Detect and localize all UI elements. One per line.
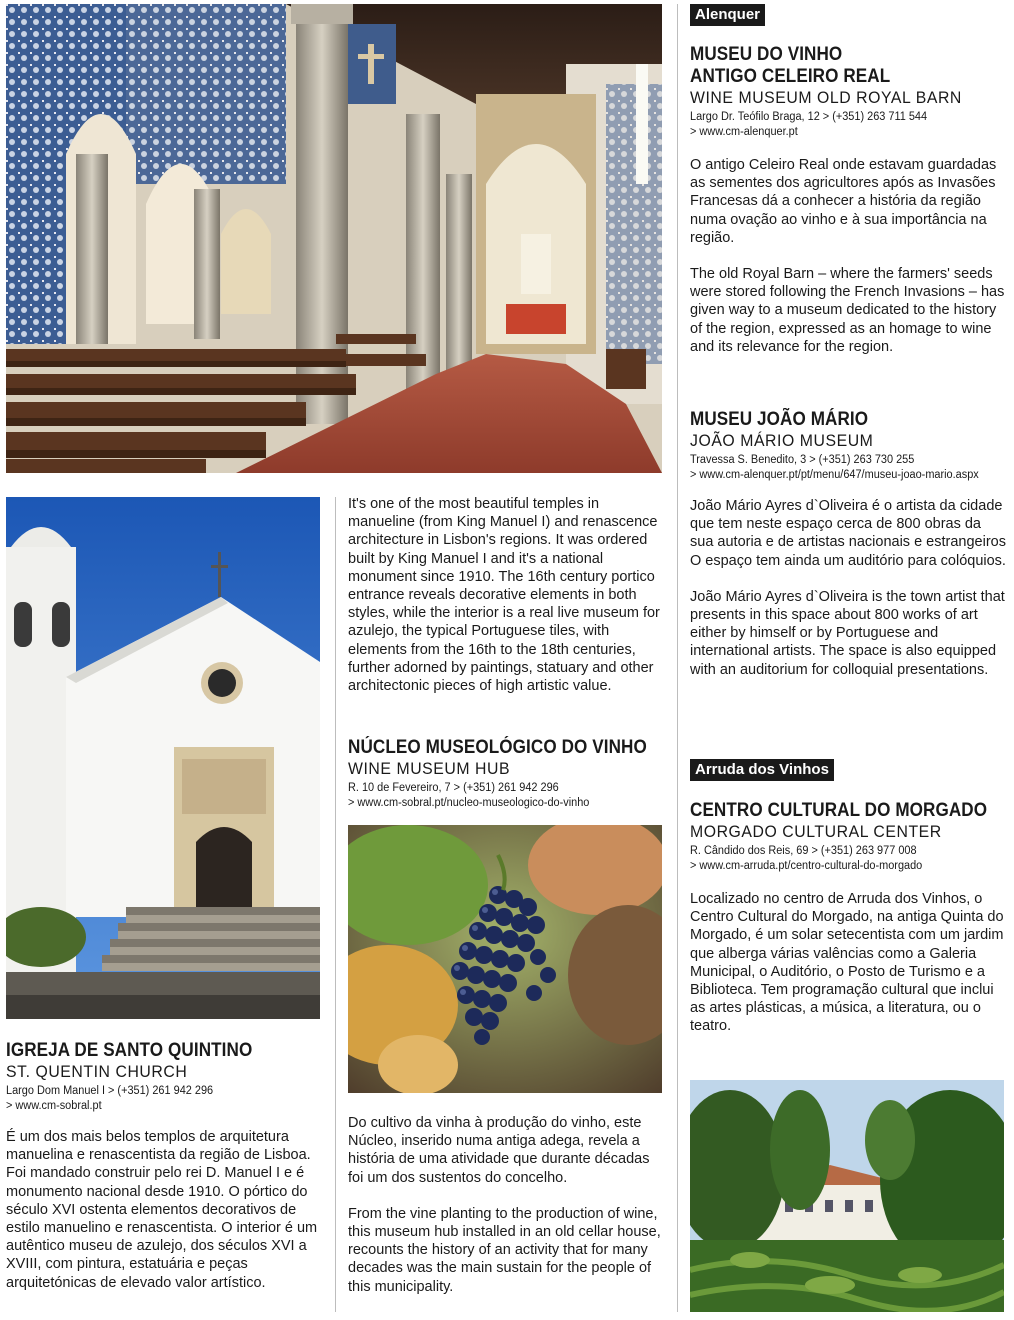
nucleo-entry [348,737,664,811]
church-exterior-photo [6,497,320,1019]
entry-title: NÚCLEO MUSEOLÓGICO DO VINHO [348,737,647,758]
entry-url[interactable]: > www.cm-alenquer.pt/pt/menu/647/museu-joao-mario.aspx [690,469,979,481]
museu-vinho-entry [690,44,1006,374]
entry-subtitle: MORGADO CULTURAL CENTER [690,822,942,841]
entry-text-pt: É um dos mais belos templos de arquitetura manuelina e renascentista da região de Lisboa. Foi mandado construir pelo rei D. Manuel I e é monumento nacional desde 1910. O pórtico do século XVI ostenta elementos decorativos de estilo manuelino e renascentista. O interior é um autêntico museu de azulejo, dos séculos XVI a XVIII, com pintura, estatuária e peças arquitetónicas de elevado valor artístico. [6,1129,318,1291]
entry-address: Travessa S. Benedito, 3 > (+351) 263 730 255 [690,454,915,466]
entry-text-en: João Mário Ayres d`Oliveira is the town artist that presents in this space about 800 works of art either by himself or by Portuguese and international artists. The space is also equipped with an auditorium for colloquial presentations. [690,588,1005,678]
entry-address: R. Cândido dos Reis, 69 > (+351) 263 977 008 [690,845,917,857]
nucleo-text-en: From the vine planting to the production of wine, this museum hub installed in an old cellar house, recounts the history of an activity that for many decades was the main sustain for the people of this municipality. [348,1205,661,1295]
igreja-text-en: It's one of the most beautiful temples in manueline (from King Manuel I) and renascence architecture in Lisbon's regions. It was ordered built by King Manuel I and it's a national monument since 1910. The 16th century portico entrance reveals decorative elements in both styles, while the interior is a real live museum for azulejo, the typical Portuguese tiles, with elements from the 16th to the 18th centuries, further adorned by paintings, statuary and other architectonic pieces of high artistic value. [348,496,660,695]
entry-text-en: The old Royal Barn – where the farmers' seeds were stored following the French Invasions – has given way to a museum dedicated to the history of the region, expressed as an homage to wine and its relevance for the region. [690,266,1005,355]
entry-text-pt: Localizado no centro de Arruda dos Vinhos, o Centro Cultural do Morgado, na antiga Quinta do Morgado, é um solar setecentista com um jardim que alberga várias valências como a Galeria Municipal, o Auditório, o Posto de Turismo e a Biblioteca. Tem programação cultural que inclui as artes plásticas, a música, a literatura, ou o teatro. [690,891,1004,1035]
section-tag-arruda: Arruda dos Vinhos [690,759,834,781]
column-divider [677,4,678,1312]
nucleo-text-pt: Do cultivo da vinha à produção do vinho, este Núcleo, inserido numa antiga adega, revela a história de uma atividade que durante décadas foi um dos sustentos do concelho. [348,1115,650,1186]
entry-subtitle: WINE MUSEUM OLD ROYAL BARN [690,88,962,107]
entry-address: Largo Dom Manuel I > (+351) 261 942 296 [6,1085,214,1097]
museu-joao-mario-entry [690,409,1006,697]
entry-subtitle: JOÃO MÁRIO MUSEUM [690,431,874,450]
grapes-photo [348,825,662,1093]
entry-url[interactable]: > www.cm-arruda.pt/centro-cultural-do-morgado [690,860,923,872]
entry-url[interactable]: > www.cm-sobral.pt [6,1100,102,1112]
entry-title: CENTRO CULTURAL DO MORGADO [690,800,988,821]
entry-url[interactable]: > www.cm-alenquer.pt [690,126,798,138]
entry-subtitle: ST. QUENTIN CHURCH [6,1062,188,1081]
centro-cultural-entry [690,800,1006,1054]
entry-title: ANTIGO CELEIRO REAL [690,66,891,87]
entry-url[interactable]: > www.cm-sobral.pt/nucleo-museologico-do-vinho [348,797,590,809]
entry-address: Largo Dr. Teófilo Braga, 12 > (+351) 263 711 544 [690,111,928,123]
entry-subtitle: WINE MUSEUM HUB [348,759,511,778]
entry-title: MUSEU DO VINHO [690,44,843,65]
entry-address: R. 10 de Fevereiro, 7 > (+351) 261 942 296 [348,782,559,794]
column-divider [335,497,336,1312]
entry-title: MUSEU JOÃO MÁRIO [690,409,869,430]
church-interior-photo [6,4,662,473]
igreja-entry [6,1040,324,1310]
entry-text-pt: João Mário Ayres d`Oliveira é o artista da cidade que tem neste espaço cerca de 800 obras da sua autoria e de artistas nacionais e estrangeiros O espaço tem ainda um auditório para colóquios. [690,498,1006,569]
entry-title: IGREJA DE SANTO QUINTINO [6,1040,253,1061]
garden-photo [690,1080,1004,1312]
section-tag-alenquer: Alenquer [690,4,765,26]
entry-text-pt: O antigo Celeiro Real onde estavam guardadas as sementes dos agricultores após as Invasões Francesas dá a conhecer a história da região numa ovação ao vinho e à sua importância na região. [690,157,997,246]
